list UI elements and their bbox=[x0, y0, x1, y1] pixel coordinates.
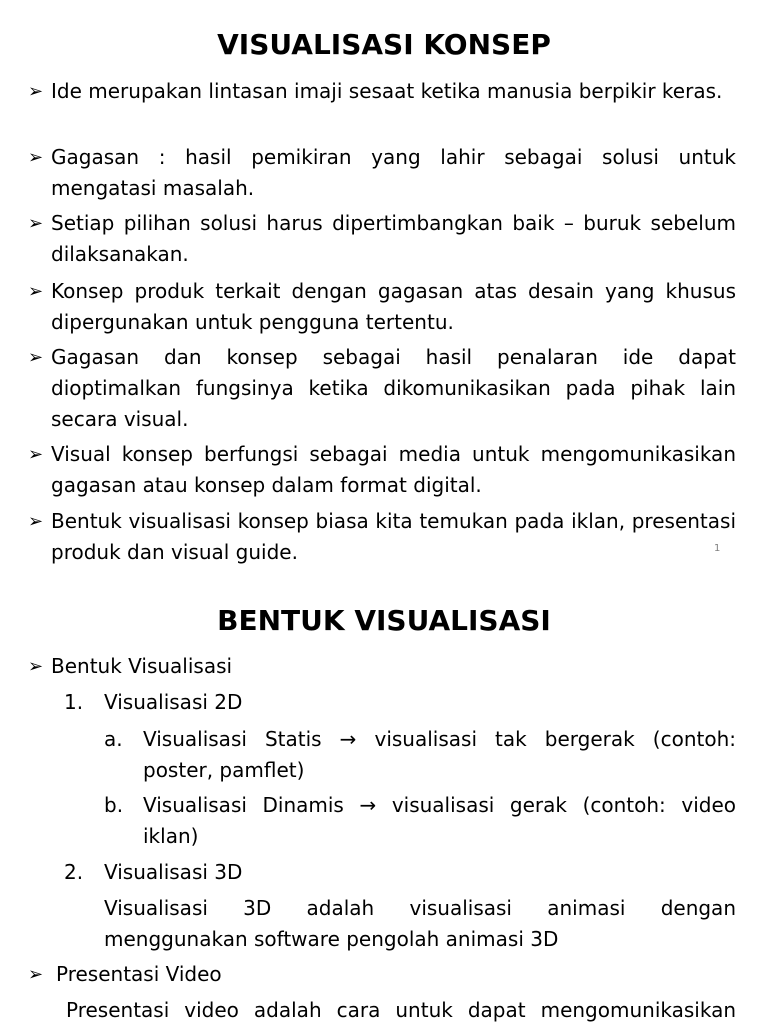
slide-2-bullet bbox=[28, 651, 736, 682]
slide-1-bullet bbox=[28, 76, 736, 107]
right-arrow-icon: → bbox=[359, 793, 377, 817]
slide-1-bullet bbox=[28, 506, 736, 568]
item-number: 1. bbox=[64, 690, 84, 714]
bullet-description-text: Presentasi video adalah cara untuk dapat mengomunikasikan bbox=[66, 998, 736, 1022]
arrowhead-bullet-icon: ➢ bbox=[28, 81, 44, 102]
bullet-text: Gagasan : hasil pemikiran yang lahir sebagai solusi untuk mengatasi masalah. bbox=[51, 145, 736, 200]
item-description bbox=[104, 893, 736, 955]
arrowhead-bullet-icon: ➢ bbox=[28, 213, 44, 234]
sub-item-marker: b. bbox=[104, 793, 124, 817]
slide-2-title: BENTUK VISUALISASI bbox=[217, 604, 551, 637]
right-arrow-icon: → bbox=[339, 727, 357, 751]
bullet-text: Setiap pilihan solusi harus dipertimbangkan baik – buruk sebelum dilaksanakan. bbox=[51, 211, 736, 266]
slide-1-bullet bbox=[28, 342, 736, 435]
sub-item-term: Visualisasi Statis bbox=[143, 727, 322, 751]
item-description-text: Visualisasi 3D adalah visualisasi animasi dengan menggunakan software pengolah animasi 3D bbox=[104, 896, 736, 951]
slide-1-bullet bbox=[28, 208, 736, 270]
bullet-text: Konsep produk terkait dengan gagasan atas desain yang khusus dipergunakan untuk pengguna tertentu. bbox=[51, 279, 736, 334]
slide-2-bullet bbox=[28, 959, 736, 990]
sub-item bbox=[104, 790, 736, 852]
arrowhead-bullet-icon: ➢ bbox=[28, 964, 44, 985]
bullet-text: Gagasan dan konsep sebagai hasil penalaran ide dapat dioptimalkan fungsinya ketika dikomunikasikan pada pihak lain secara visual. bbox=[51, 345, 736, 431]
bullet-description bbox=[66, 995, 736, 1026]
slide-1-bullet bbox=[28, 142, 736, 204]
sub-item bbox=[104, 724, 736, 786]
slide-1-bullet bbox=[28, 439, 736, 501]
numbered-item bbox=[64, 857, 736, 888]
item-label: Visualisasi 3D bbox=[104, 860, 243, 884]
page-number: 1 bbox=[714, 543, 721, 554]
arrowhead-bullet-icon: ➢ bbox=[28, 511, 44, 532]
arrowhead-bullet-icon: ➢ bbox=[28, 281, 44, 302]
sub-item-marker: a. bbox=[104, 727, 123, 751]
slide-1-bullet bbox=[28, 276, 736, 338]
sub-item-description: visualisasi gerak (contoh: video iklan) bbox=[143, 793, 736, 848]
arrowhead-bullet-icon: ➢ bbox=[28, 147, 44, 168]
sub-item-description: visualisasi tak bergerak (contoh: poster, pamflet) bbox=[143, 727, 736, 782]
sub-item-term: Visualisasi Dinamis bbox=[143, 793, 344, 817]
bullet-text: Presentasi Video bbox=[56, 962, 222, 986]
bullet-text: Visual konsep berfungsi sebagai media untuk mengomunikasikan gagasan atau konsep dalam format digital. bbox=[51, 442, 736, 497]
bullet-text: Bentuk visualisasi konsep biasa kita temukan pada iklan, presentasi produk dan visual guide. bbox=[51, 509, 736, 564]
arrowhead-bullet-icon: ➢ bbox=[28, 347, 44, 368]
item-number: 2. bbox=[64, 860, 84, 884]
bullet-text: Bentuk Visualisasi bbox=[51, 654, 233, 678]
bullet-text: Ide merupakan lintasan imaji sesaat ketika manusia berpikir keras. bbox=[51, 79, 723, 103]
slide-1-title: VISUALISASI KONSEP bbox=[217, 28, 551, 61]
arrowhead-bullet-icon: ➢ bbox=[28, 444, 44, 465]
arrowhead-bullet-icon: ➢ bbox=[28, 656, 44, 677]
item-label: Visualisasi 2D bbox=[104, 690, 243, 714]
numbered-item bbox=[64, 687, 736, 718]
